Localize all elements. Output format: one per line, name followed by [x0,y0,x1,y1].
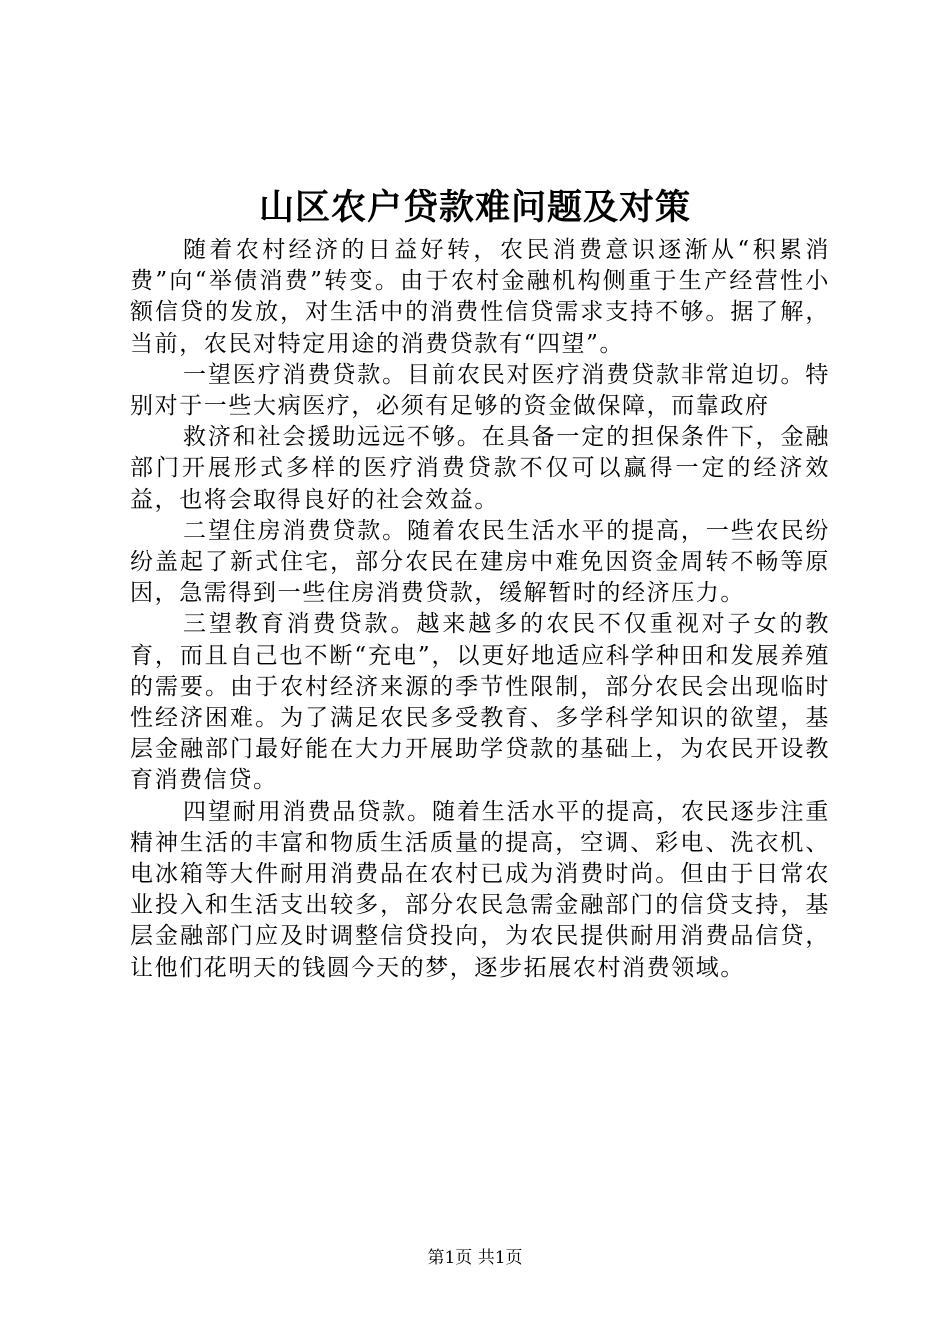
paragraph-medical-loan-continued: 救济和社会援助远远不够。在具备一定的担保条件下，金融部门开展形式多样的医疗消费贷款不仅可以赢得一定的经济效益，也将会取得良好的社会效益。 [130,424,830,513]
paragraph-intro: 随着农村经济的日益好转，农民消费意识逐渐从“积累消费”向“举债消费”转变。由于农村金融机构侧重于生产经营性小额信贷的发放，对生活中的消费性信贷需求支持不够。据了解，当前，农民对特定用途的消费贷款有“四望”。 [130,237,830,357]
paragraph-durable-goods-loan: 四望耐用消费品贷款。随着生活水平的提高，农民逐步注重精神生活的丰富和物质生活质量的提高，空调、彩电、洗衣机、电冰箱等大件耐用消费品在农村已成为消费时尚。但由于日常农业投入和生活支出较多，部分农民急需金融部门的信贷支持，基层金融部门应及时调整信贷投向，为农民提供耐用消费品信贷，让他们花明天的钱圆今天的梦，逐步拓展农村消费领域。 [130,798,830,981]
document-body [130,235,830,984]
page-footer: 第1页 共1页 [427,1248,523,1268]
paragraph-education-loan: 三望教育消费贷款。越来越多的农民不仅重视对子女的教育，而且自己也不断“充电”，以更好地适应科学种田和发展养殖的需要。由于农村经济来源的季节性限制，部分农民会出现临时性经济困难。为了满足农民多受教育、多学科学知识的欲望，基层金融部门最好能在大力开展助学贷款的基础上，为农民开设教育消费信贷。 [130,611,830,794]
paragraph-medical-loan: 一望医疗消费贷款。目前农民对医疗消费贷款非常迫切。特别对于一些大病医疗，必须有足够的资金做保障，而靠政府 [130,361,830,420]
paragraph-housing-loan: 二望住房消费贷款。随着农民生活水平的提高，一些农民纷纷盖起了新式住宅，部分农民在建房中难免因资金周转不畅等原因，急需得到一些住房消费贷款，缓解暂时的经济压力。 [130,517,830,607]
document-title: 山区农户贷款难问题及对策 [258,187,691,228]
